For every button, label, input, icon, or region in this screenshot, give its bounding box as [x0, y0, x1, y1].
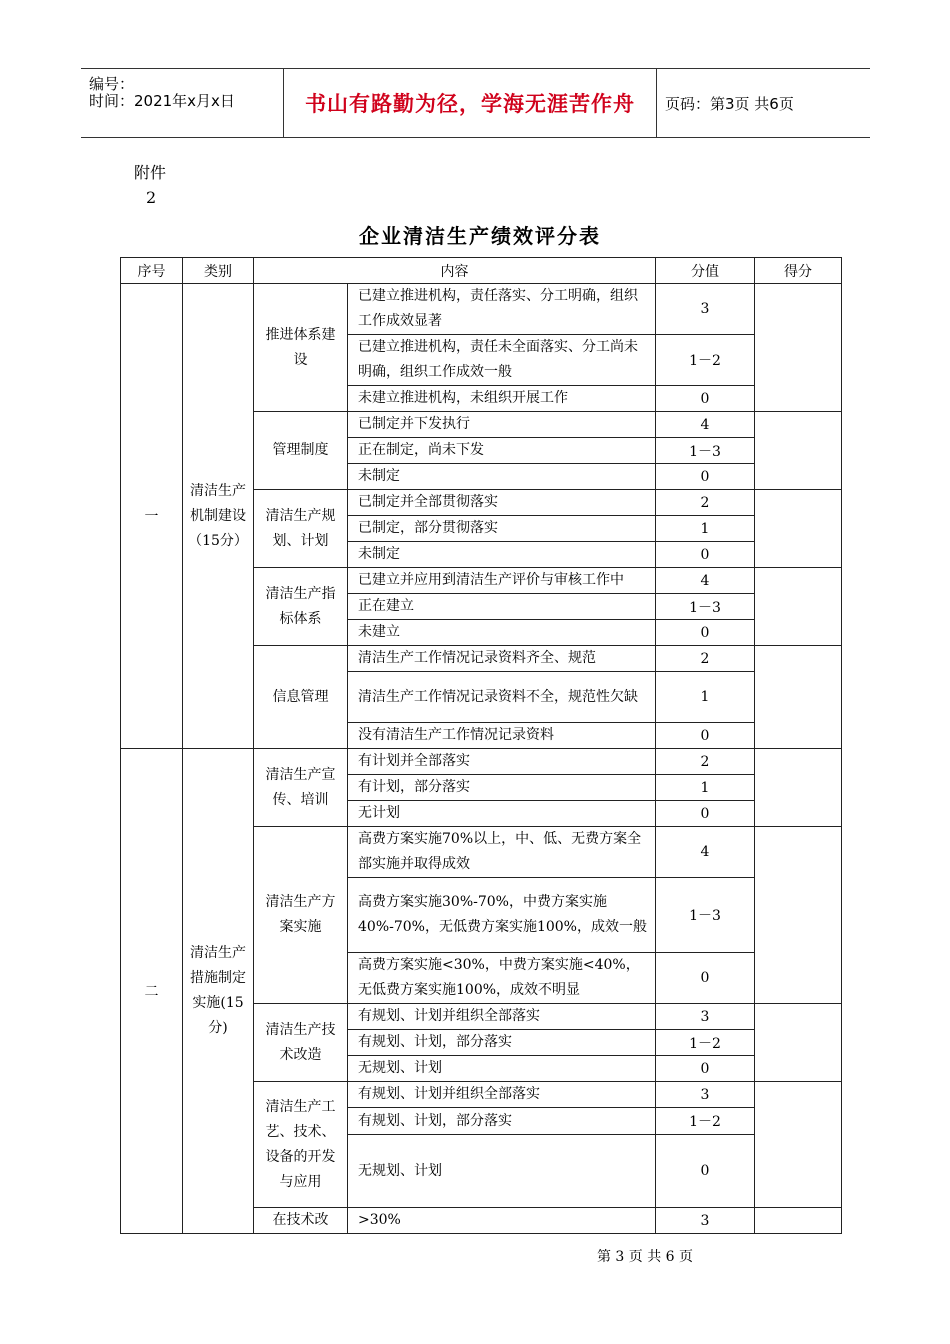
score-table: [120, 257, 842, 1234]
section-seq: 二: [121, 749, 183, 1234]
result-cell[interactable]: [755, 1004, 842, 1082]
header-result: 得分: [755, 258, 842, 284]
criterion-score: 0: [656, 464, 755, 490]
group-name: 清洁生产规划、计划: [254, 490, 348, 568]
criterion-text: >30%: [348, 1208, 656, 1234]
group-name: 清洁生产宣传、培训: [254, 749, 348, 827]
result-cell[interactable]: [755, 1082, 842, 1208]
criterion-score: 2: [656, 490, 755, 516]
criterion-text: 高费方案实施30%-70%，中费方案实施40%-70%，无低费方案实施100%，成效一般: [348, 878, 656, 953]
group-name: 信息管理: [254, 646, 348, 749]
group-name: 清洁生产工艺、技术、设备的开发与应用: [254, 1082, 348, 1208]
criterion-text: 无规划、计划: [348, 1056, 656, 1082]
result-cell[interactable]: [755, 412, 842, 490]
result-cell[interactable]: [755, 284, 842, 412]
criterion-text: 有规划、计划，部分落实: [348, 1108, 656, 1135]
result-cell[interactable]: [755, 1208, 842, 1234]
table-row: [121, 749, 842, 775]
criterion-text: 已制定并下发执行: [348, 412, 656, 438]
criterion-text: 已建立推进机构，责任落实、分工明确，组织工作成效显著: [348, 284, 656, 335]
table-body: [121, 284, 842, 1234]
criterion-text: 未建立: [348, 620, 656, 646]
attachment-number: 2: [146, 188, 157, 207]
criterion-score: 1－3: [656, 594, 755, 620]
criterion-score: 1－2: [656, 1030, 755, 1056]
attachment-text: 附件: [134, 163, 167, 182]
criterion-text: 有计划并全部落实: [348, 749, 656, 775]
criterion-text: 正在制定，尚未下发: [348, 438, 656, 464]
result-cell[interactable]: [755, 646, 842, 749]
document-header: [81, 68, 870, 138]
criterion-text: 已建立并应用到清洁生产评价与审核工作中: [348, 568, 656, 594]
section-category: 清洁生产机制建设（15分）: [183, 284, 254, 749]
criterion-score: 3: [656, 1208, 755, 1234]
criterion-text: 没有清洁生产工作情况记录资料: [348, 723, 656, 749]
criterion-text: 已制定并全部贯彻落实: [348, 490, 656, 516]
page-title: 企业清洁生产绩效评分表: [359, 224, 601, 248]
result-cell[interactable]: [755, 568, 842, 646]
criterion-score: 4: [656, 412, 755, 438]
criterion-text: 有规划、计划，部分落实: [348, 1030, 656, 1056]
group-name: 清洁生产技术改造: [254, 1004, 348, 1082]
criterion-text: 无计划: [348, 801, 656, 827]
criterion-score: 1: [656, 516, 755, 542]
header-content: 内容: [254, 258, 656, 284]
criterion-score: 0: [656, 386, 755, 412]
criterion-text: 高费方案实施70%以上，中、低、无费方案全部实施并取得成效: [348, 827, 656, 878]
criterion-score: 0: [656, 801, 755, 827]
criterion-text: 未制定: [348, 542, 656, 568]
criterion-score: 3: [656, 1082, 755, 1108]
criterion-text: 有计划，部分落实: [348, 775, 656, 801]
table-row: [121, 284, 842, 335]
criterion-text: 清洁生产工作情况记录资料齐全、规范: [348, 646, 656, 672]
criterion-text: 未制定: [348, 464, 656, 490]
group-name: 清洁生产指标体系: [254, 568, 348, 646]
criterion-score: 3: [656, 284, 755, 335]
section-seq: 一: [121, 284, 183, 749]
criterion-score: 2: [656, 749, 755, 775]
header-seq: 序号: [121, 258, 183, 284]
header-category: 类别: [183, 258, 254, 284]
group-name: 管理制度: [254, 412, 348, 490]
criterion-score: 4: [656, 568, 755, 594]
criterion-score: 1－3: [656, 438, 755, 464]
result-cell[interactable]: [755, 827, 842, 1004]
attachment-label: [134, 160, 166, 210]
time-label: 时间：2021年x月x日: [89, 92, 235, 110]
result-cell[interactable]: [755, 749, 842, 827]
header-slogan: 书山有路勤为径，学海无涯苦作舟: [305, 92, 635, 116]
criterion-score: 0: [656, 723, 755, 749]
criterion-score: 0: [656, 1056, 755, 1082]
criterion-text: 高费方案实施<30%，中费方案实施<40%，无低费方案实施100%，成效不明显: [348, 953, 656, 1004]
criterion-score: 1－2: [656, 335, 755, 386]
criterion-score: 1: [656, 775, 755, 801]
criterion-score: 4: [656, 827, 755, 878]
criterion-score: 1－3: [656, 878, 755, 953]
group-name: 清洁生产方案实施: [254, 827, 348, 1004]
criterion-text: 已建立推进机构，责任未全面落实、分工尚未明确，组织工作成效一般: [348, 335, 656, 386]
criterion-text: 正在建立: [348, 594, 656, 620]
criterion-score: 0: [656, 620, 755, 646]
result-cell[interactable]: [755, 490, 842, 568]
header-meta: [81, 69, 283, 137]
criterion-text: 已制定，部分贯彻落实: [348, 516, 656, 542]
criterion-score: 0: [656, 1135, 755, 1208]
criterion-score: 0: [656, 542, 755, 568]
criterion-text: 无规划、计划: [348, 1135, 656, 1208]
criterion-score: 2: [656, 646, 755, 672]
criterion-score: 0: [656, 953, 755, 1004]
criterion-score: 1－2: [656, 1108, 755, 1135]
criterion-text: 有规划、计划并组织全部落实: [348, 1082, 656, 1108]
group-name: 推进体系建设: [254, 284, 348, 412]
number-label: 编号：: [89, 75, 135, 93]
page-label: 页码：第3页 共6页: [665, 94, 794, 113]
group-name: 在技术改: [254, 1208, 348, 1234]
section-category: 清洁生产措施制定实施(15分): [183, 749, 254, 1234]
header-score: 分值: [656, 258, 755, 284]
header-slogan-cell: [283, 69, 657, 137]
criterion-text: 未建立推进机构，未组织开展工作: [348, 386, 656, 412]
table-header-row: [121, 258, 842, 284]
criterion-text: 清洁生产工作情况记录资料不全，规范性欠缺: [348, 672, 656, 723]
criterion-score: 1: [656, 672, 755, 723]
page-footer: 第 3 页 共 6 页: [596, 1249, 694, 1265]
criterion-text: 有规划、计划并组织全部落实: [348, 1004, 656, 1030]
criterion-score: 3: [656, 1004, 755, 1030]
